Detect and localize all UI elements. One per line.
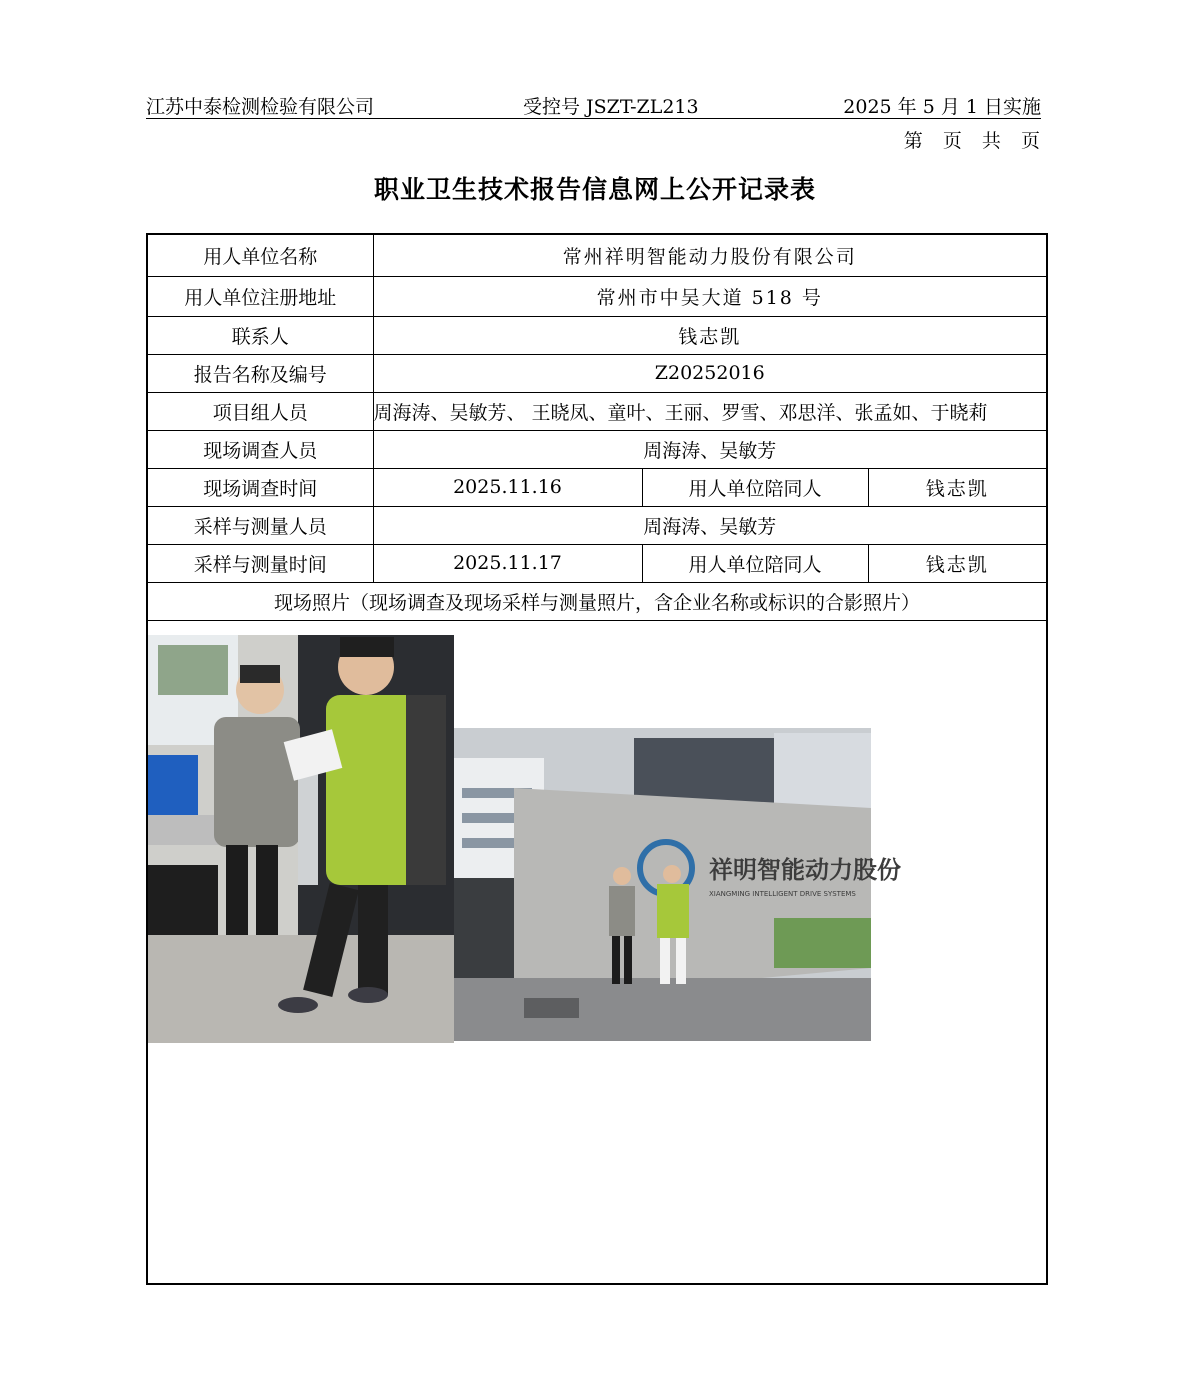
header-company: 江苏中泰检测检验有限公司 xyxy=(146,96,375,118)
unit-address-value: 常州市中吴大道 518 号 xyxy=(373,276,1047,316)
indoor-inspection-photo xyxy=(148,635,454,1043)
row-photos-label xyxy=(147,582,1047,620)
survey-time-value: 2025.11.16 xyxy=(373,468,642,506)
report-label: 报告名称及编号 xyxy=(147,354,373,392)
photos-label: 现场照片（现场调查及现场采样与测量照片，含企业名称或标识的合影照片） xyxy=(147,582,1047,620)
row-unit-name xyxy=(147,234,1047,276)
header-control-number: 受控号 JSZT-ZL213 xyxy=(523,96,699,118)
survey-staff-value: 周海涛、吴敏芳 xyxy=(373,430,1047,468)
row-report xyxy=(147,354,1047,392)
unit-name-value: 常州祥明智能动力股份有限公司 xyxy=(373,234,1047,276)
team-value: 周海涛、吴敏芳、 王晓凤、童叶、王丽、罗雪、邓思洋、张孟如、于晓莉 xyxy=(373,392,1047,430)
page-label-2: 页 xyxy=(942,130,964,152)
sampling-companion-value: 钱志凯 xyxy=(868,544,1047,582)
total-label-2: 页 xyxy=(1020,130,1042,152)
row-survey-staff xyxy=(147,430,1047,468)
sign-subtext: XIANGMING INTELLIGENT DRIVE SYSTEMS xyxy=(709,889,856,898)
report-value: Z20252016 xyxy=(373,354,1047,392)
row-team xyxy=(147,392,1047,430)
row-sampling-time xyxy=(147,544,1047,582)
document-title: 职业卫生技术报告信息网上公开记录表 xyxy=(373,175,816,204)
sampling-companion-label: 用人单位陪同人 xyxy=(642,544,868,582)
unit-name-label: 用人单位名称 xyxy=(147,234,373,276)
contact-value: 钱志凯 xyxy=(373,316,1047,354)
row-photos xyxy=(147,620,1047,1284)
sampling-time-value: 2025.11.17 xyxy=(373,544,642,582)
sampling-time-label: 采样与测量时间 xyxy=(147,544,373,582)
row-contact xyxy=(147,316,1047,354)
photos-cell xyxy=(147,620,1047,1284)
row-sampling-staff xyxy=(147,506,1047,544)
company-sign-group-photo xyxy=(454,728,901,1041)
unit-address-label: 用人单位注册地址 xyxy=(147,276,373,316)
header-effective-date: 2025 年 5 月 1 日实施 xyxy=(843,96,1041,118)
sampling-staff-value: 周海涛、吴敏芳 xyxy=(373,506,1047,544)
row-survey-time xyxy=(147,468,1047,506)
survey-companion-value: 钱志凯 xyxy=(868,468,1047,506)
record-table xyxy=(146,233,1048,1285)
team-label: 项目组人员 xyxy=(147,392,373,430)
sign-text: 祥明智能动力股份 xyxy=(709,855,901,884)
survey-staff-label: 现场调查人员 xyxy=(147,430,373,468)
contact-label: 联系人 xyxy=(147,316,373,354)
page-header xyxy=(146,92,1041,119)
row-unit-address xyxy=(147,276,1047,316)
page-label: 第 xyxy=(903,130,925,152)
survey-companion-label: 用人单位陪同人 xyxy=(642,468,868,506)
sampling-staff-label: 采样与测量人员 xyxy=(147,506,373,544)
total-label: 共 xyxy=(981,130,1003,152)
survey-time-label: 现场调查时间 xyxy=(147,468,373,506)
page-count xyxy=(894,126,1042,153)
